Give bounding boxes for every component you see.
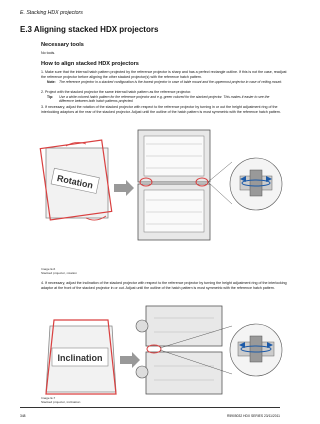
figure1-caption-text: Stacked projector, rotation: [41, 271, 77, 275]
section-title: E.3 Aligning stacked HDX projectors: [20, 25, 159, 34]
hatch-pattern-screen-2: [46, 320, 116, 394]
adjustment-ring-detail-2: [230, 324, 282, 376]
step-4: 4. If necessary, adjust the inclination of the stacked projector with respect to the reference projector by turning the height adjustment ring of the interlocking adaptor at the front of the stacked projector in or out. Adjust until the outline of the hatch pattern is most symmetric with the reference hatch pattern.: [41, 281, 287, 290]
page-number: 348: [20, 414, 26, 418]
stacked-projectors-side: [136, 306, 222, 394]
procedure-heading: How to align stacked HDX projectors: [41, 61, 139, 67]
inclination-figure: [36, 296, 286, 406]
figure2-caption-text: Stacked projector, inclination: [41, 400, 81, 404]
figure2-caption-id: Image E-7: [41, 396, 56, 400]
arrow-icon: [120, 352, 140, 368]
stacked-projectors: [138, 130, 210, 240]
note-label: Note:: [47, 79, 56, 84]
footer-rule: [20, 407, 280, 408]
adjustment-ring-detail: [230, 158, 282, 210]
tip-text: Use a white colored hatch pattern for the reference projector and e.g. green colored for the stacked projector. This makes it easier to see the difference between both hatch patterns projected.: [59, 95, 270, 104]
running-head: E. Stacking HDX projectors: [20, 10, 83, 16]
step-2: 2. Project with the stacked projector the same internal hatch pattern as the reference projector.: [41, 90, 192, 94]
note-text: The reference projector in a stacked configuration is the lowest projector in case of table mount and the uppermost projector in case of ceiling mount.: [59, 79, 283, 84]
step-1: 1. Make sure that the internal hatch pattern projected by the reference projector is sharp and has a perfect rectangle outline. If this is not the case, readjust the reference projector before aligning the other stacked projector(s) with the reference hatch pattern.: [41, 70, 287, 79]
inclination-label: Inclination: [57, 353, 103, 363]
tip-label: Tip:: [47, 95, 54, 99]
document-id: R5905032 HDX SERIES 23/11/2011: [226, 414, 280, 418]
rotation-label: Rotation: [56, 173, 94, 191]
arrow-icon: [114, 180, 134, 196]
rotation-figure: [36, 118, 286, 253]
step-3: 3. If necessary, adjust the rotation of the stacked projector with respect to the reference projector by turning in or out the height adjustment ring of the interlocking adaptors at the rear of the stacked projector. Adjust until the outline of the hatch pattern is most symmetric with the reference hatch pattern.: [41, 105, 281, 114]
necessary-tools-heading: Necessary tools: [41, 42, 84, 48]
necessary-tools-text: No tools.: [41, 51, 56, 55]
figure1-caption-id: Image E-6: [41, 267, 56, 271]
